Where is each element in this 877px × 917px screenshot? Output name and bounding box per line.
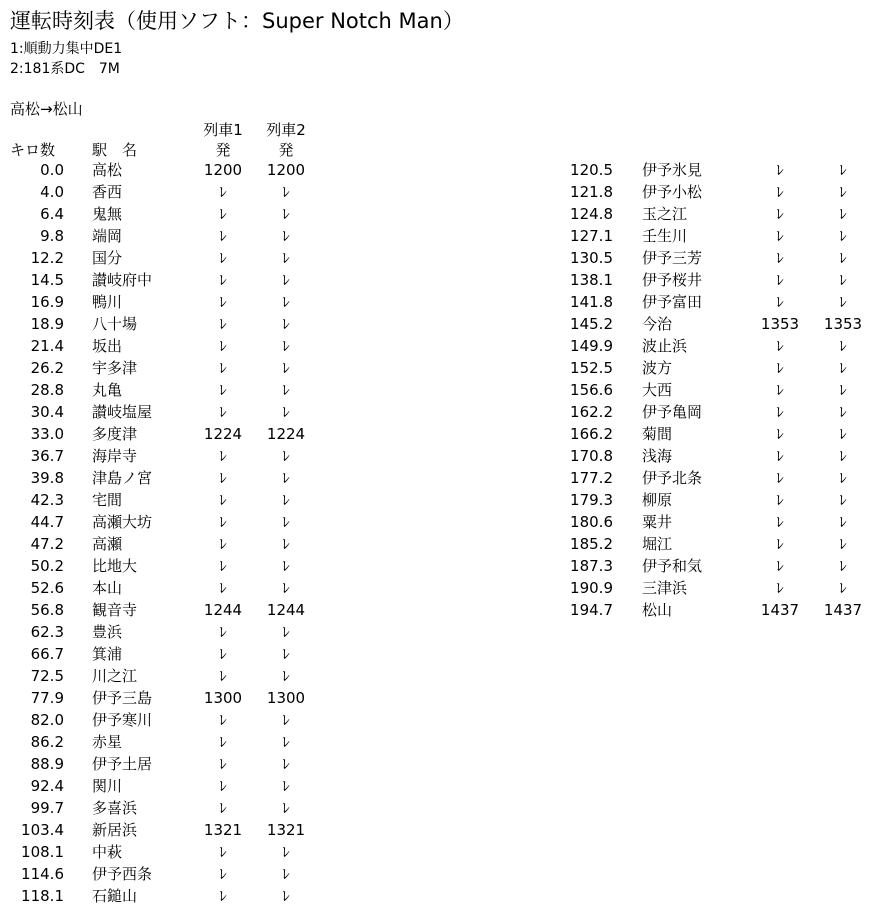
station-name: 豊浜 — [92, 623, 123, 641]
train-2-time: 1244 — [266, 601, 306, 619]
km-value: 130.5 — [570, 249, 613, 267]
station-name: 坂出 — [92, 337, 123, 355]
timetable-row — [0, 709, 320, 731]
station-name: 鬼無 — [92, 205, 123, 223]
train-1-time: ﾚ — [219, 469, 227, 487]
train-2-time: ﾚ — [282, 513, 290, 531]
train-1-time: ﾚ — [219, 623, 227, 641]
train-2-time: ﾚ — [282, 183, 290, 201]
km-value: 162.2 — [570, 403, 613, 421]
km-value: 56.8 — [30, 601, 64, 619]
km-value: 190.9 — [570, 579, 613, 597]
train-1-time: ﾚ — [219, 777, 227, 795]
km-value: 149.9 — [570, 337, 613, 355]
km-value: 36.7 — [30, 447, 64, 465]
timetable-row — [545, 291, 875, 313]
train-1-time: ﾚ — [219, 271, 227, 289]
timetable-row — [0, 357, 320, 379]
timetable-row — [545, 511, 875, 533]
station-name: 讃岐府中 — [92, 271, 153, 289]
station-name: 国分 — [92, 249, 123, 267]
train-2-time: ﾚ — [282, 777, 290, 795]
station-name: 菊間 — [642, 425, 673, 443]
km-header: キロ数 — [10, 141, 56, 159]
train-2-time: ﾚ — [839, 469, 847, 487]
km-value: 127.1 — [570, 227, 613, 245]
timetable-row — [0, 291, 320, 313]
train-1-time: ﾚ — [219, 403, 227, 421]
train-2-time: ﾚ — [282, 271, 290, 289]
train-1-time: ﾚ — [776, 227, 784, 245]
station-name: 壬生川 — [642, 227, 688, 245]
train-1-time: ﾚ — [219, 315, 227, 333]
train-2-time: ﾚ — [282, 315, 290, 333]
train-1-time: ﾚ — [776, 403, 784, 421]
train-2-time: 1300 — [266, 689, 306, 707]
station-name: 関川 — [92, 777, 123, 795]
timetable-row — [0, 599, 320, 621]
km-value: 185.2 — [570, 535, 613, 553]
station-name: 本山 — [92, 579, 123, 597]
station-name: 浅海 — [642, 447, 673, 465]
station-name: 端岡 — [92, 227, 123, 245]
station-name: 石鎚山 — [92, 887, 138, 905]
timetable-row — [545, 159, 875, 181]
section-label: 高松→松山 — [10, 100, 83, 118]
station-name: 今治 — [642, 315, 673, 333]
timetable-row — [545, 401, 875, 423]
timetable-row — [0, 401, 320, 423]
train-1-time: ﾚ — [219, 205, 227, 223]
train-2-time: ﾚ — [839, 557, 847, 575]
station-name: 丸亀 — [92, 381, 123, 399]
timetable-row — [0, 313, 320, 335]
km-value: 86.2 — [30, 733, 64, 751]
train-2-time: 1437 — [823, 601, 863, 619]
station-name: 伊予亀岡 — [642, 403, 703, 421]
station-name: 伊予寒川 — [92, 711, 153, 729]
train-1-time: ﾚ — [219, 579, 227, 597]
km-value: 120.5 — [570, 161, 613, 179]
train-2-time: ﾚ — [282, 491, 290, 509]
station-name: 比地大 — [92, 557, 138, 575]
station-name: 津島ノ宮 — [92, 469, 153, 487]
station-name: 伊予西条 — [92, 865, 153, 883]
station-name: 松山 — [642, 601, 673, 619]
train-1-time: ﾚ — [776, 337, 784, 355]
train-1-time: ﾚ — [776, 535, 784, 553]
train-2-time: ﾚ — [839, 293, 847, 311]
train-2-time: ﾚ — [282, 645, 290, 663]
train-1-time: ﾚ — [219, 491, 227, 509]
timetable-row — [545, 269, 875, 291]
timetable-row — [545, 445, 875, 467]
timetable-row — [0, 379, 320, 401]
train-2-time: ﾚ — [839, 403, 847, 421]
train-2-departure-header: 発 — [278, 141, 294, 159]
timetable-row — [0, 511, 320, 533]
timetable-row — [0, 687, 320, 709]
timetable-row — [0, 819, 320, 841]
train-1-time: ﾚ — [219, 337, 227, 355]
train-1-time: ﾚ — [219, 447, 227, 465]
train-1-time: ﾚ — [219, 557, 227, 575]
km-value: 72.5 — [30, 667, 64, 685]
train-2-time: ﾚ — [282, 403, 290, 421]
km-value: 114.6 — [21, 865, 64, 883]
train-1-time: ﾚ — [776, 161, 784, 179]
timetable-row — [545, 247, 875, 269]
km-value: 21.4 — [30, 337, 64, 355]
timetable-row — [0, 269, 320, 291]
timetable-row — [545, 533, 875, 555]
station-name: 八十場 — [92, 315, 138, 333]
km-value: 50.2 — [30, 557, 64, 575]
station-name: 伊予小松 — [642, 183, 703, 201]
train-2-time: 1200 — [266, 161, 306, 179]
train-2-time: ﾚ — [282, 535, 290, 553]
station-name: 観音寺 — [92, 601, 138, 619]
km-value: 44.7 — [30, 513, 64, 531]
station-name: 多度津 — [92, 425, 138, 443]
timetable-row — [545, 203, 875, 225]
km-value: 12.2 — [30, 249, 64, 267]
train-2-time: ﾚ — [282, 227, 290, 245]
timetable-row — [0, 731, 320, 753]
train-1-time: ﾚ — [219, 733, 227, 751]
station-name: 海岸寺 — [92, 447, 138, 465]
km-value: 118.1 — [21, 887, 64, 905]
train-1-time: ﾚ — [219, 535, 227, 553]
station-name: 波止浜 — [642, 337, 688, 355]
train-2-time: ﾚ — [839, 535, 847, 553]
timetable-row — [0, 643, 320, 665]
train-2-time: 1353 — [823, 315, 863, 333]
timetable-row — [0, 753, 320, 775]
train-2-time: ﾚ — [839, 381, 847, 399]
train-2-time: ﾚ — [839, 271, 847, 289]
km-value: 39.8 — [30, 469, 64, 487]
km-value: 166.2 — [570, 425, 613, 443]
km-value: 62.3 — [30, 623, 64, 641]
station-name: 伊予三島 — [92, 689, 153, 707]
timetable-row — [545, 357, 875, 379]
train-1-time: ﾚ — [776, 469, 784, 487]
train-2-time: ﾚ — [839, 337, 847, 355]
train-1-time: ﾚ — [219, 843, 227, 861]
train-2-description: 2:181系DC 7M — [10, 61, 120, 77]
train-2-header: 列車2 — [266, 121, 306, 139]
train-2-time: ﾚ — [282, 711, 290, 729]
train-1-time: ﾚ — [219, 865, 227, 883]
train-2-time: ﾚ — [282, 359, 290, 377]
km-value: 170.8 — [570, 447, 613, 465]
km-value: 145.2 — [570, 315, 613, 333]
train-2-time: ﾚ — [282, 447, 290, 465]
km-value: 187.3 — [570, 557, 613, 575]
train-2-time: ﾚ — [282, 293, 290, 311]
station-name: 伊予富田 — [642, 293, 703, 311]
train-1-time: ﾚ — [776, 513, 784, 531]
train-2-time: ﾚ — [282, 865, 290, 883]
km-value: 152.5 — [570, 359, 613, 377]
train-1-time: ﾚ — [776, 447, 784, 465]
train-1-time: ﾚ — [776, 359, 784, 377]
timetable-row — [545, 489, 875, 511]
station-name: 赤星 — [92, 733, 123, 751]
timetable-row — [545, 467, 875, 489]
train-1-time: 1200 — [203, 161, 243, 179]
timetable-row — [545, 225, 875, 247]
train-2-time: ﾚ — [839, 425, 847, 443]
train-1-description: 1:順動力集中DE1 — [10, 41, 123, 57]
train-1-time: ﾚ — [219, 249, 227, 267]
train-2-time: ﾚ — [282, 469, 290, 487]
timetable-row — [0, 775, 320, 797]
station-name: 宅間 — [92, 491, 123, 509]
train-1-time: ﾚ — [776, 425, 784, 443]
km-value: 6.4 — [40, 205, 64, 223]
timetable-row — [0, 797, 320, 819]
train-2-time: ﾚ — [839, 183, 847, 201]
station-name: 波方 — [642, 359, 673, 377]
km-value: 103.4 — [21, 821, 64, 839]
train-1-time: 1300 — [203, 689, 243, 707]
train-2-time: ﾚ — [839, 579, 847, 597]
timetable-row — [545, 313, 875, 335]
timetable-left-column — [0, 159, 320, 907]
train-1-time: 1321 — [203, 821, 243, 839]
km-value: 108.1 — [21, 843, 64, 861]
km-value: 99.7 — [30, 799, 64, 817]
station-name: 伊予土居 — [92, 755, 153, 773]
station-name: 伊予和気 — [642, 557, 703, 575]
station-name: 箕浦 — [92, 645, 123, 663]
train-1-time: ﾚ — [776, 205, 784, 223]
train-1-time: ﾚ — [219, 799, 227, 817]
train-1-time: ﾚ — [219, 359, 227, 377]
station-name: 堀江 — [642, 535, 673, 553]
km-value: 28.8 — [30, 381, 64, 399]
station-name: 伊予三芳 — [642, 249, 703, 267]
timetable-row — [545, 181, 875, 203]
km-value: 82.0 — [30, 711, 64, 729]
train-2-time: ﾚ — [282, 205, 290, 223]
timetable-row — [0, 577, 320, 599]
station-name: 高瀬 — [92, 535, 123, 553]
train-2-time: ﾚ — [282, 579, 290, 597]
train-1-time: ﾚ — [776, 381, 784, 399]
km-value: 180.6 — [570, 513, 613, 531]
train-2-time: ﾚ — [839, 491, 847, 509]
train-2-time: ﾚ — [282, 557, 290, 575]
km-value: 88.9 — [30, 755, 64, 773]
train-1-time: ﾚ — [776, 271, 784, 289]
timetable-row — [0, 181, 320, 203]
train-2-time: ﾚ — [839, 205, 847, 223]
station-name: 鴨川 — [92, 293, 123, 311]
station-name: 多喜浜 — [92, 799, 138, 817]
timetable-row — [0, 225, 320, 247]
km-value: 66.7 — [30, 645, 64, 663]
timetable-row — [545, 335, 875, 357]
train-1-time: ﾚ — [776, 491, 784, 509]
timetable-row — [0, 335, 320, 357]
train-1-time: ﾚ — [219, 755, 227, 773]
train-2-time: ﾚ — [282, 249, 290, 267]
train-2-time: ﾚ — [282, 337, 290, 355]
train-1-time: ﾚ — [219, 667, 227, 685]
station-name: 川之江 — [92, 667, 138, 685]
station-name: 讃岐塩屋 — [92, 403, 153, 421]
train-2-time: ﾚ — [282, 623, 290, 641]
train-2-time: ﾚ — [282, 381, 290, 399]
km-value: 194.7 — [570, 601, 613, 619]
station-name: 大西 — [642, 381, 673, 399]
timetable-row — [0, 621, 320, 643]
train-1-header: 列車1 — [203, 121, 243, 139]
train-2-time: ﾚ — [282, 799, 290, 817]
km-value: 47.2 — [30, 535, 64, 553]
timetable-row — [0, 423, 320, 445]
train-2-time: ﾚ — [839, 359, 847, 377]
timetable-row — [0, 555, 320, 577]
km-value: 14.5 — [30, 271, 64, 289]
km-value: 0.0 — [40, 161, 64, 179]
train-2-time: ﾚ — [839, 447, 847, 465]
station-name: 高瀬大坊 — [92, 513, 153, 531]
train-1-time: ﾚ — [776, 183, 784, 201]
timetable-row — [0, 247, 320, 269]
station-name: 三津浜 — [642, 579, 688, 597]
station-name: 高松 — [92, 161, 123, 179]
timetable-row — [0, 467, 320, 489]
timetable-row — [0, 159, 320, 181]
train-1-time: ﾚ — [219, 645, 227, 663]
train-1-time: 1224 — [203, 425, 243, 443]
timetable-right-column — [545, 159, 875, 621]
timetable-row — [545, 423, 875, 445]
station-name: 玉之江 — [642, 205, 688, 223]
km-value: 156.6 — [570, 381, 613, 399]
train-1-time: ﾚ — [219, 227, 227, 245]
train-2-time: ﾚ — [282, 843, 290, 861]
train-1-time: ﾚ — [219, 513, 227, 531]
km-value: 138.1 — [570, 271, 613, 289]
timetable-row — [545, 555, 875, 577]
km-value: 26.2 — [30, 359, 64, 377]
train-1-time: 1437 — [760, 601, 800, 619]
km-value: 121.8 — [570, 183, 613, 201]
km-value: 92.4 — [30, 777, 64, 795]
km-value: 30.4 — [30, 403, 64, 421]
train-1-time: ﾚ — [776, 557, 784, 575]
train-2-time: ﾚ — [839, 227, 847, 245]
station-name: 新居浜 — [92, 821, 138, 839]
km-value: 4.0 — [40, 183, 64, 201]
km-value: 33.0 — [30, 425, 64, 443]
train-2-time: ﾚ — [839, 161, 847, 179]
station-name: 伊予桜井 — [642, 271, 703, 289]
timetable-row — [0, 885, 320, 907]
station-name: 柳原 — [642, 491, 673, 509]
train-2-time: 1321 — [266, 821, 306, 839]
station-name: 中萩 — [92, 843, 123, 861]
km-value: 141.8 — [570, 293, 613, 311]
train-2-time: ﾚ — [839, 513, 847, 531]
timetable-row — [0, 203, 320, 225]
station-name: 伊予北条 — [642, 469, 703, 487]
km-value: 179.3 — [570, 491, 613, 509]
train-2-time: 1224 — [266, 425, 306, 443]
train-1-time: ﾚ — [219, 381, 227, 399]
train-1-time: ﾚ — [776, 293, 784, 311]
train-2-time: ﾚ — [839, 249, 847, 267]
km-value: 177.2 — [570, 469, 613, 487]
train-1-time: ﾚ — [219, 887, 227, 905]
train-1-time: ﾚ — [219, 183, 227, 201]
train-1-time: ﾚ — [219, 711, 227, 729]
timetable-row — [545, 379, 875, 401]
train-1-time: ﾚ — [776, 249, 784, 267]
km-value: 16.9 — [30, 293, 64, 311]
km-value: 52.6 — [30, 579, 64, 597]
timetable-row — [0, 863, 320, 885]
train-1-time: ﾚ — [219, 293, 227, 311]
train-2-time: ﾚ — [282, 887, 290, 905]
km-value: 9.8 — [40, 227, 64, 245]
station-name: 宇多津 — [92, 359, 138, 377]
timetable-row — [0, 665, 320, 687]
train-1-time: 1244 — [203, 601, 243, 619]
train-2-time: ﾚ — [282, 667, 290, 685]
timetable-row — [545, 599, 875, 621]
timetable-row — [0, 489, 320, 511]
station-name: 粟井 — [642, 513, 673, 531]
km-value: 18.9 — [30, 315, 64, 333]
timetable-row — [0, 445, 320, 467]
train-2-time: ﾚ — [282, 755, 290, 773]
timetable-row — [545, 577, 875, 599]
page-title: 運転時刻表（使用ソフト：Super Notch Man） — [10, 9, 464, 33]
timetable-row — [0, 841, 320, 863]
station-name: 伊予氷見 — [642, 161, 703, 179]
timetable-row — [0, 533, 320, 555]
km-value: 42.3 — [30, 491, 64, 509]
station-name: 香西 — [92, 183, 123, 201]
km-value: 124.8 — [570, 205, 613, 223]
train-1-departure-header: 発 — [215, 141, 231, 159]
train-1-time: ﾚ — [776, 579, 784, 597]
train-2-time: ﾚ — [282, 733, 290, 751]
station-header: 駅 名 — [92, 141, 138, 159]
km-value: 77.9 — [30, 689, 64, 707]
train-1-time: 1353 — [760, 315, 800, 333]
